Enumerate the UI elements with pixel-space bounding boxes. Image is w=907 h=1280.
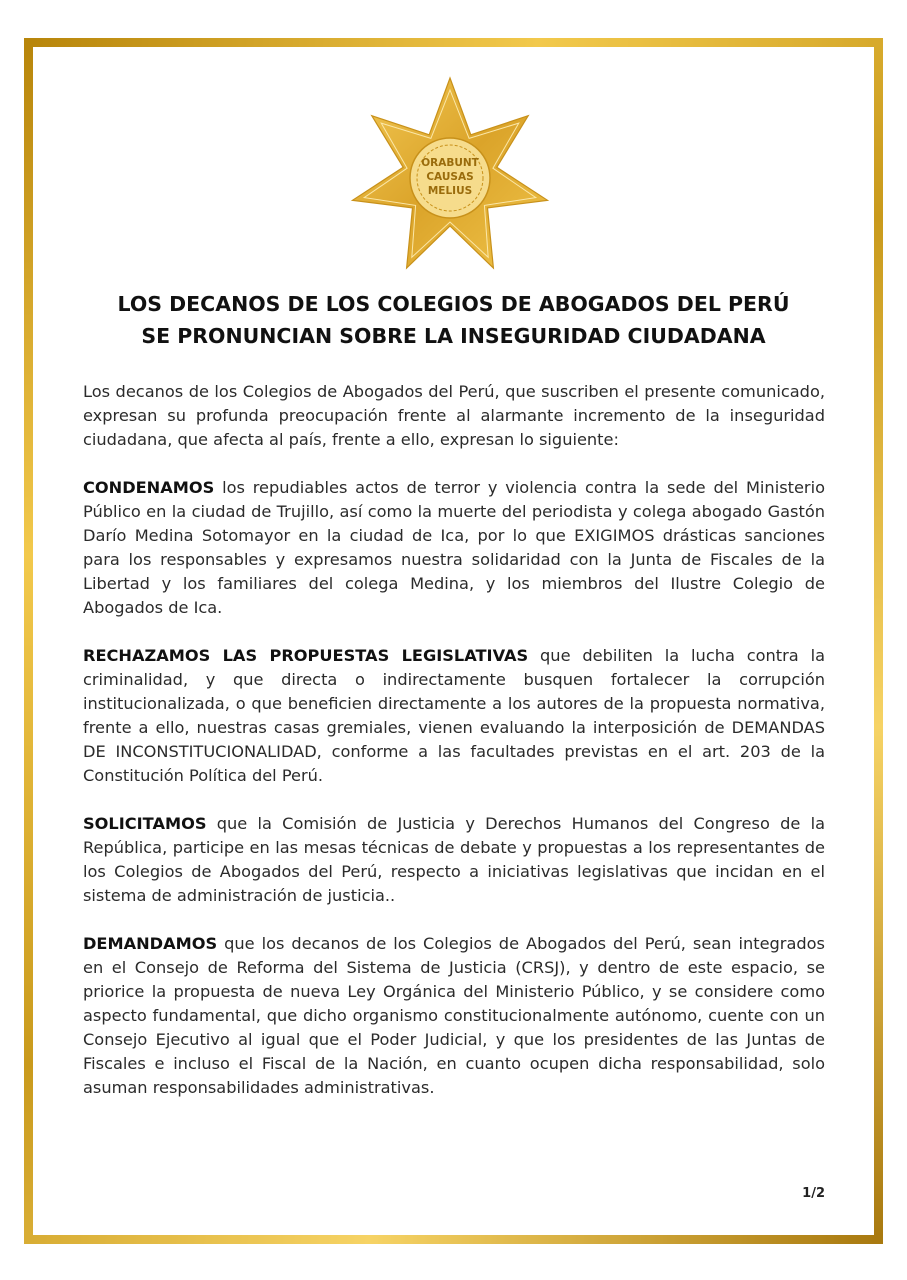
paragraph-text: que los decanos de los Colegios de Abogados del Perú, sean integrados en el Consejo de Reforma del Sistema de Justicia (CRSJ), y dentro de este espacio, se priorice la propuesta de nueva Ley Orgánica del Ministerio Público, y se considere como aspecto fundamental, que dicho organismo constitucionalmente autónomo, cuente con un Consejo Ejecutivo al igual que el Poder Judicial, y que los presidentes de las Juntas de Fiscales e incluso el Fiscal de la Nación, en cuanto ocupen dicha responsabilidad, solo asuman responsabilidades administrativas. — [83, 934, 825, 1097]
title-line-2: SE PRONUNCIAN SOBRE LA INSEGURIDAD CIUDADANA — [141, 324, 766, 348]
paragraph-lead: RECHAZAMOS LAS PROPUESTAS LEGISLATIVAS — [83, 646, 529, 665]
paragraph-rechazamos — [83, 644, 825, 788]
paragraph-lead: CONDENAMOS — [83, 478, 215, 497]
seven-point-star-emblem-icon — [345, 72, 555, 270]
paragraph-text: los repudiables actos de terror y violencia contra la sede del Ministerio Público en la ciudad de Trujillo, así como la muerte del periodista y colega abogado Gastón Darío Medina Sotomayor en la ciudad de Ica, por lo que EXIGIMOS drásticas sanciones para los responsables y expresamos nuestra solidaridad con la Junta de Fiscales de la Libertad y los familiares del colega Medina, y los miembros del Ilustre Colegio de Abogados de Ica. — [83, 478, 825, 617]
paragraph-text: que la Comisión de Justicia y Derechos Humanos del Congreso de la República, participe en las mesas técnicas de debate y propuestas a los representantes de los Colegios de Abogados del Perú, respecto a iniciativas legislativas que incidan en el sistema de administración de justicia.. — [83, 814, 825, 905]
paragraph-lead: SOLICITAMOS — [83, 814, 207, 833]
paragraph-demandamos — [83, 932, 825, 1100]
emblem-motto-line-1: ORABUNT — [421, 157, 479, 169]
document-body — [83, 380, 825, 1124]
document-title — [60, 288, 847, 352]
paragraph-solicitamos — [83, 812, 825, 908]
paragraph-condenamos — [83, 476, 825, 620]
paragraph-text: que debiliten la lucha contra la criminalidad, y que directa o indirectamente busquen fortalecer la corrupción institucionalizada, o que beneficien directamente a los autores de la propuesta normativa, frente a ello, nuestras casas gremiales, vienen evaluando la interposición de DEMANDAS DE INCONSTITUCIONALIDAD, conforme a las facultades previstas en el art. 203 de la Constitución Política del Perú. — [83, 646, 825, 785]
emblem-motto-line-3: MELIUS — [427, 185, 473, 197]
title-line-1: LOS DECANOS DE LOS COLEGIOS DE ABOGADOS DEL PERÚ — [117, 292, 790, 316]
page-number: 1/2 — [802, 1186, 825, 1201]
intro-paragraph: Los decanos de los Colegios de Abogados del Perú, que suscriben el presente comunicado, expresan su profunda preocupación frente al alarmante incremento de la inseguridad ciudadana, que afecta al país, frente a ello, expresan lo siguiente: — [83, 382, 825, 449]
paragraph-lead: DEMANDAMOS — [83, 934, 218, 953]
emblem-motto-line-2: CAUSAS — [426, 171, 474, 183]
